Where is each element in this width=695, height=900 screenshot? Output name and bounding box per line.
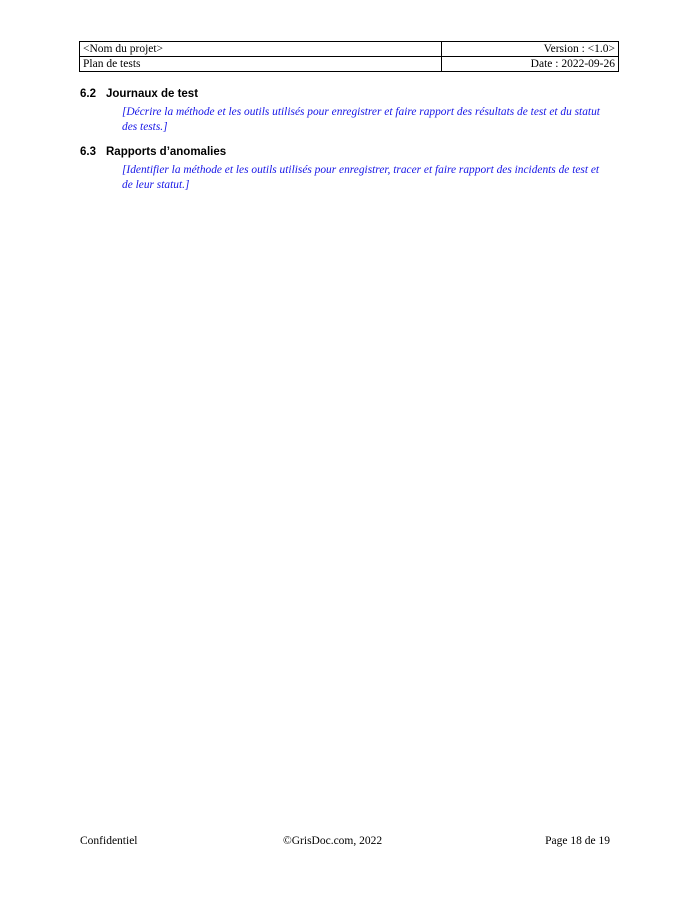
copyright-label: ©GrisDoc.com, 2022 (283, 835, 383, 847)
section-anomaly-reports (80, 145, 610, 193)
section-instruction: [Identifier la méthode et les outils utilisés pour enregistrer, tracer et faire rapport des incidents de test et de leur statut.] (122, 164, 600, 191)
header-row (80, 57, 619, 72)
section-number: 6.2 (80, 88, 96, 100)
document-title: Plan de tests (80, 57, 442, 72)
page-footer (80, 833, 610, 849)
section-number: 6.3 (80, 146, 96, 158)
section-instruction: [Décrire la méthode et les outils utilisés pour enregistrer et faire rapport des résultats de test et du statut des tests.] (122, 106, 600, 133)
project-name: <Nom du projet> (80, 42, 442, 57)
section-heading (80, 87, 610, 101)
header-row (80, 42, 619, 57)
section-heading (80, 145, 610, 159)
date-label: Date : 2022-09-26 (442, 57, 619, 72)
page-number: Page 18 de 19 (545, 835, 610, 847)
confidentiality-label: Confidentiel (80, 835, 138, 847)
version-label: Version : <1.0> (442, 42, 619, 57)
section-title: Rapports d’anomalies (106, 146, 227, 158)
section-test-logs (80, 87, 610, 135)
section-title: Journaux de test (106, 88, 199, 100)
page-header-table (79, 41, 619, 72)
